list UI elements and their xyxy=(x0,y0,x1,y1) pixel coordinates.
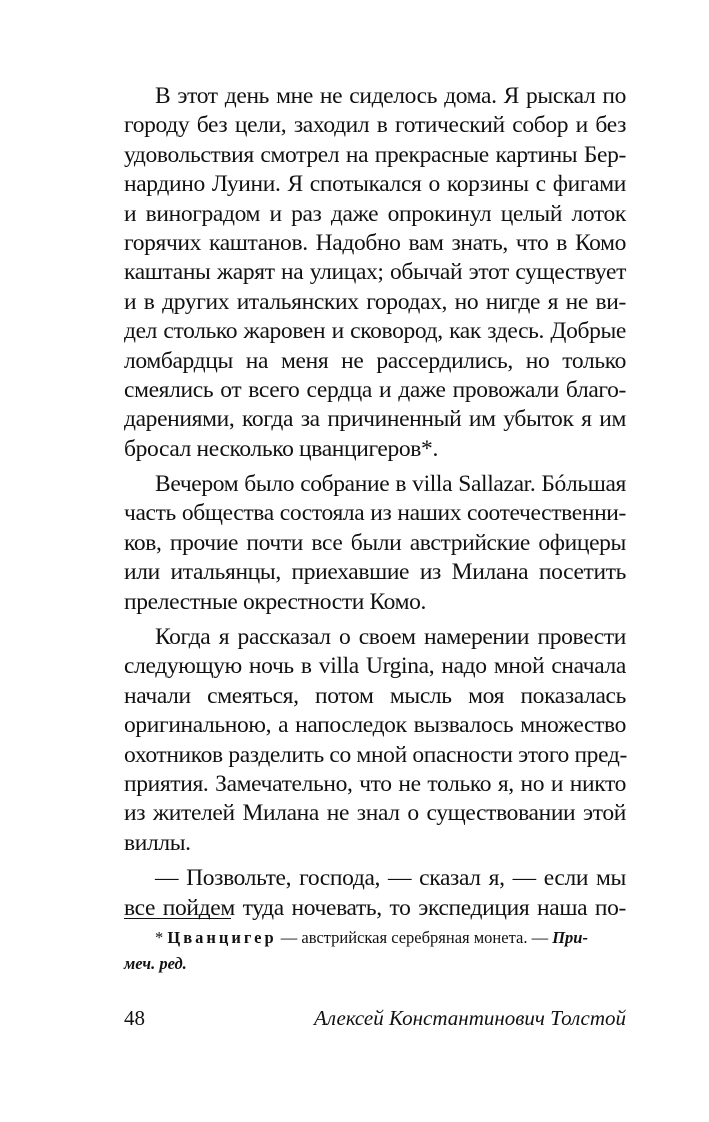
text-line: дел столько жаровен и сковород, как здесь. Добрые xyxy=(124,318,626,345)
text-line: ков, прочие почти все были австрийские офицеры xyxy=(124,529,626,556)
text-line: каштаны жарят на улицах; обычай этот существует xyxy=(124,259,626,286)
text-line: из жителей Милана не знал о существовании этой xyxy=(124,800,626,827)
text-line: и виноградом и раз даже опрокинул целый лоток xyxy=(124,200,626,227)
text-line: дарениями, когда за причиненный им убыток я им xyxy=(124,406,626,433)
text-line: следующую ночь в villa Urgina, надо мной сначала xyxy=(124,653,626,680)
text-line: прелестные окрестности Комо. xyxy=(124,588,427,615)
text-line: бросал несколько цванцигеров*. xyxy=(124,435,438,462)
footnote-term: Цванцигер xyxy=(167,928,277,947)
text-line: или итальянцы, приехавшие из Милана посетить xyxy=(124,559,626,586)
page-footer xyxy=(124,1003,626,1033)
running-head-author: Алексей Константинович Толстой xyxy=(314,1006,626,1030)
text-line: ломбардцы на меня не рассердились, но только xyxy=(124,347,626,374)
text-line: Когда я рассказал о своем намерении провести xyxy=(155,624,626,651)
text-line: и в других итальянских городах, но нигде я не ви- xyxy=(124,288,626,315)
text-line: городу без цели, заходил в готический собор и без xyxy=(124,112,626,139)
text-line: Вечером было собрание в villa Sallazar. Бóльшая xyxy=(155,471,626,498)
text-line: нардино Луини. Я спотыкался о корзины с фигами xyxy=(124,171,626,198)
footnote-definition: — австрийская серебряная монета. — xyxy=(276,928,553,947)
text-line: часть общества состояла из наших соотечественни- xyxy=(124,500,626,527)
text-line: — Позвольте, господа, — сказал я, — если мы xyxy=(155,865,626,892)
footnote-divider xyxy=(124,918,231,919)
text-line: охотников разделить со мной опасности этого пред- xyxy=(124,741,627,768)
text-line: начали смеяться, потом мысль моя показалась xyxy=(124,682,626,709)
page-number: 48 xyxy=(124,1006,145,1030)
footnote-source-part2: меч. ред. xyxy=(124,954,187,973)
text-line: все пойдем туда ночевать, то экспедиция наша по- xyxy=(124,894,626,921)
text-line: приятия. Замечательно, что не только я, но и никто xyxy=(124,770,626,797)
footnote-source-part1: При- xyxy=(552,928,588,947)
text-line: горячих каштанов. Надобно вам знать, что в Комо xyxy=(124,229,626,256)
text-line: В этот день мне не сиделось дома. Я рыскал по xyxy=(155,83,626,109)
text-line: смеялись от всего сердца и даже провожали благо- xyxy=(124,376,626,403)
text-line: виллы. xyxy=(124,829,191,856)
text-line: удовольствия смотрел на прекрасные картины Бер- xyxy=(124,141,626,168)
body-text xyxy=(124,82,626,923)
footnote xyxy=(124,925,626,977)
text-line: оригинальною, а напоследок вызвалось множество xyxy=(124,712,626,739)
footnote-marker: * xyxy=(155,928,164,947)
